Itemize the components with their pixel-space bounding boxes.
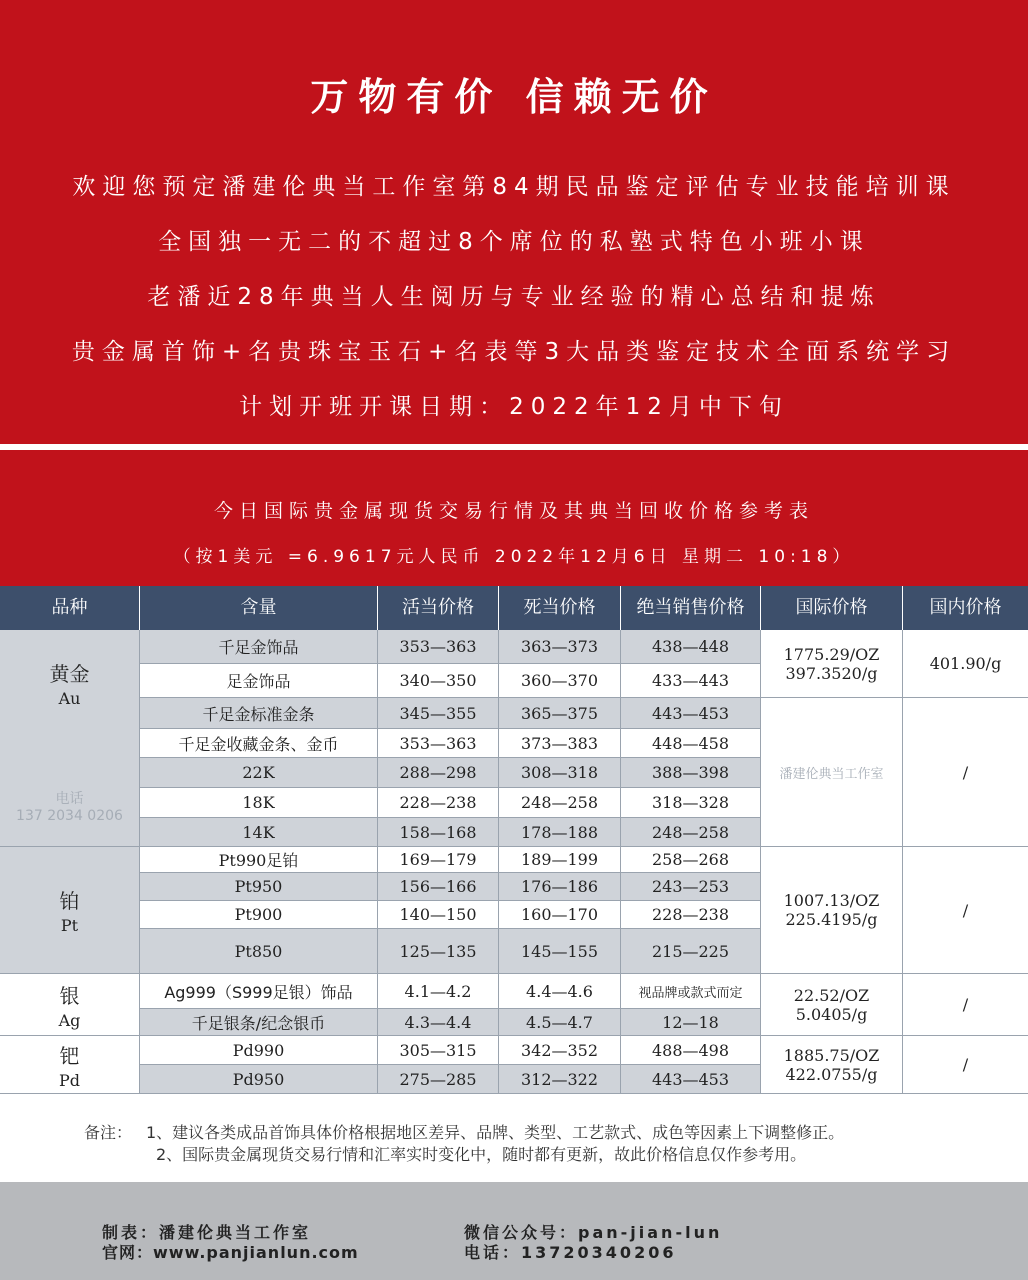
category-name: 钯: [59, 1043, 80, 1068]
intl-price-gold-bar: [761, 698, 903, 847]
table-row-dead: 248—258: [499, 788, 621, 818]
domestic-price-platinum: /: [903, 847, 1028, 974]
promo-banner: [0, 0, 1028, 444]
intl-price-oz: 1007.13/OZ: [783, 891, 880, 910]
banner-line-4: 贵金属首饰+名贵珠宝玉石+名表等3大品类鉴定技术全面系统学习: [71, 339, 957, 365]
table-row-sale: 388—398: [621, 758, 761, 788]
exchange-rate: （按1美元 =6.9617元人民币 2022年12月6日 星期二 10:18）: [173, 547, 855, 567]
table-row-dead: 189—199: [499, 847, 621, 873]
table-row-sale: 视品牌或款式而定: [621, 974, 761, 1009]
table-row-item: 千足金收藏金条、金币: [140, 729, 378, 758]
table-row-sale: 443—453: [621, 698, 761, 729]
table-row-live: 140—150: [378, 901, 499, 929]
phone-label: 电话: [55, 791, 84, 807]
table-row-dead: 176—186: [499, 873, 621, 901]
intl-price-oz: 22.52/OZ: [793, 985, 870, 1005]
table-row-dead: 4.4—4.6: [499, 974, 621, 1009]
intl-price-g: 225.4195/g: [785, 910, 878, 929]
footer-maker: 制表：潘建伦典当工作室: [102, 1223, 312, 1242]
table-row-dead: 178—188: [499, 818, 621, 847]
col-header-sale: 绝当销售价格: [621, 586, 761, 630]
intl-price-palladium: [761, 1036, 903, 1094]
table-row-live: 4.3—4.4: [378, 1009, 499, 1036]
table-row-live: 305—315: [378, 1036, 499, 1065]
table-row-dead: 145—155: [499, 929, 621, 974]
intl-price-silver: [761, 974, 903, 1036]
domestic-price-palladium: /: [903, 1036, 1028, 1094]
intl-price-oz: 1775.29/OZ: [783, 644, 880, 664]
col-header-content: 含量: [140, 586, 378, 630]
table-row-sale: 215—225: [621, 929, 761, 974]
watermark-text: 潘建伦典当工作室: [779, 766, 884, 782]
table-row-dead: 308—318: [499, 758, 621, 788]
col-header-domestic: 国内价格: [929, 597, 1002, 618]
category-symbol: Ag: [58, 1010, 81, 1030]
table-row-live: 340—350: [378, 664, 499, 698]
table-row-item: Pt900: [140, 901, 378, 929]
intl-price-g: 422.0755/g: [785, 1064, 878, 1084]
table-row-sale: 258—268: [621, 847, 761, 873]
category-name: 银: [59, 983, 80, 1008]
col-header-live: 活当价格: [378, 586, 499, 630]
table-row-sale: 318—328: [621, 788, 761, 818]
intl-price-gold: [761, 630, 903, 698]
table-row-item: 千足银条/纪念银币: [140, 1009, 378, 1036]
banner-line-2: 全国独一无二的不超过8个席位的私塾式特色小班小课: [158, 229, 870, 255]
table-row-item: Pt950: [140, 873, 378, 901]
table-row-live: 353—363: [378, 729, 499, 758]
intl-price-platinum: [761, 847, 903, 974]
table-row-item: 14K: [140, 818, 378, 847]
table-row-sale: 443—453: [621, 1065, 761, 1094]
category-name: 铂: [59, 889, 80, 913]
table-row-live: 156—166: [378, 873, 499, 901]
footer-website[interactable]: 官网：www.panjianlun.com: [102, 1243, 359, 1262]
table-row-dead: 360—370: [499, 664, 621, 698]
table-row-item: 足金饰品: [140, 664, 378, 698]
table-row-live: 4.1—4.2: [378, 974, 499, 1009]
banner-line-5: 计划开班开课日期：2022年12月中下旬: [239, 394, 789, 420]
table-row-dead: 363—373: [499, 630, 621, 664]
category-gold: [0, 630, 140, 847]
table-row-live: 169—179: [378, 847, 499, 873]
col-header-dead: 死当价格: [499, 586, 621, 630]
table-row-sale: 243—253: [621, 873, 761, 901]
footer-wechat: 微信公众号：pan-jian-lun: [464, 1223, 723, 1242]
table-subheader: [0, 450, 1028, 586]
footer-phone: 电话：13720340206: [464, 1243, 677, 1262]
table-row-live: 275—285: [378, 1065, 499, 1094]
domestic-price-silver: /: [903, 974, 1028, 1036]
banner-line-1: 欢迎您预定潘建伦典当工作室第84期民品鉴定评估专业技能培训课: [72, 174, 956, 200]
category-platinum: [0, 847, 140, 974]
domestic-price-gold-bar: /: [903, 698, 1028, 847]
notes-line-2: 2、国际贵金属现货交易行情和汇率实时变化中，随时都有更新，故此价格信息仅作参考用。: [156, 1145, 807, 1164]
notes-line-1: 1、建议各类成品首饰具体价格根据地区差异、品牌、类型、工艺款式、成色等因素上下调整修正。: [146, 1123, 845, 1142]
table-row-item: Pd950: [140, 1065, 378, 1094]
intl-price-g: 397.3520/g: [785, 663, 878, 683]
footer: [0, 1182, 1028, 1280]
table-row-sale: 488—498: [621, 1036, 761, 1065]
notes-label: 备注：: [84, 1123, 133, 1142]
table-row-dead: 312—322: [499, 1065, 621, 1094]
category-symbol: Au: [58, 689, 81, 708]
table-row-dead: 160—170: [499, 901, 621, 929]
banner-line-3: 老潘近28年典当人生阅历与专业经验的精心总结和提炼: [147, 284, 881, 310]
table-row-item: Pd990: [140, 1036, 378, 1065]
table-header: [0, 586, 1028, 630]
table-row-sale: 438—448: [621, 630, 761, 664]
category-silver: [0, 974, 140, 1036]
table-row-live: 125—135: [378, 929, 499, 974]
table-row-sale: 248—258: [621, 818, 761, 847]
category-symbol: Pd: [58, 1070, 80, 1090]
table-row-item: 千足金标准金条: [140, 698, 378, 729]
table-row-sale: 12—18: [621, 1009, 761, 1036]
table-row-live: 288—298: [378, 758, 499, 788]
table-row-dead: 4.5—4.7: [499, 1009, 621, 1036]
table-row-item: Pt990足铂: [140, 847, 378, 873]
table-row-sale: 228—238: [621, 901, 761, 929]
col-header-intl: 国际价格: [761, 586, 903, 630]
table-row-item: 18K: [140, 788, 378, 818]
table-row-item: Ag999（S999足银）饰品: [140, 974, 378, 1009]
col-header-type: 品种: [0, 586, 140, 630]
intl-price-g: 5.0405/g: [795, 1004, 868, 1024]
table-row-item: Pt850: [140, 929, 378, 974]
table-row-live: 345—355: [378, 698, 499, 729]
table-row-live: 158—168: [378, 818, 499, 847]
banner-title: 万物有价 信赖无价: [310, 75, 718, 119]
domestic-price-gold: 401.90/g: [903, 630, 1028, 698]
table-row-dead: 365—375: [499, 698, 621, 729]
category-name: 黄金: [49, 662, 90, 686]
table-row-live: 228—238: [378, 788, 499, 818]
table-row-sale: 448—458: [621, 729, 761, 758]
table-row-sale: 433—443: [621, 664, 761, 698]
table-title: 今日国际贵金属现货交易行情及其典当回收价格参考表: [213, 500, 814, 522]
table-row-item: 22K: [140, 758, 378, 788]
category-symbol: Pt: [60, 916, 79, 935]
category-palladium: [0, 1036, 140, 1094]
table-row-dead: 342—352: [499, 1036, 621, 1065]
phone-number: 137 2034 0206: [16, 808, 123, 824]
notes-section: [0, 1094, 1028, 1182]
table-row-dead: 373—383: [499, 729, 621, 758]
table-row-item: 千足金饰品: [140, 630, 378, 664]
intl-price-oz: 1885.75/OZ: [783, 1045, 880, 1065]
table-row-live: 353—363: [378, 630, 499, 664]
